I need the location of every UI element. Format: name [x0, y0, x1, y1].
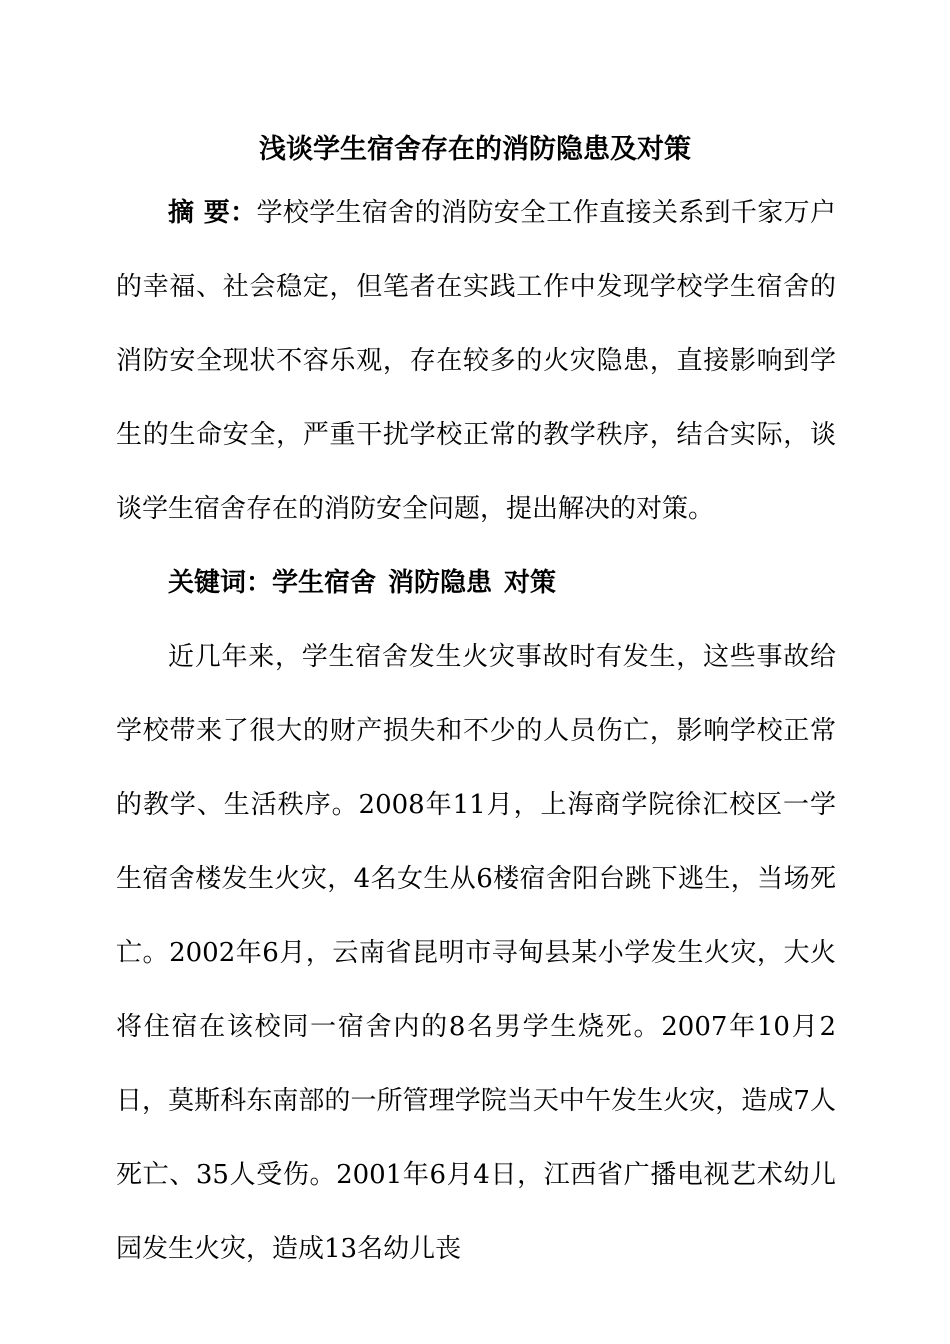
abstract-paragraph	[116, 176, 836, 546]
keyword-term: 消防隐患	[388, 568, 493, 598]
abstract-text: 学校学生宿舍的消防安全工作直接关系到千家万户的幸福、社会稳定，但笔者在实践工作中发现学校学生宿舍的消防安全现状不容乐观，存在较多的火灾隐患，直接影响到学生的生命安全，严重干扰学校正常的教学秩序，结合实际，谈谈学生宿舍存在的消防安全问题，提出解决的对策。	[116, 198, 836, 524]
keyword-term: 学生宿舍	[272, 568, 377, 598]
abstract-label: 摘 要：	[168, 198, 257, 228]
keyword-term: 对策	[504, 568, 557, 598]
document-title: 浅谈学生宿舍存在的消防隐患及对策	[259, 134, 691, 165]
body-paragraph: 近几年来，学生宿舍发生火灾事故时有发生，这些事故给学校带来了很大的财产损失和不少的人员伤亡，影响学校正常的教学、生活秩序。2008年11月，上海商学院徐汇校区一学生宿舍楼发生火灾，4名女生从6楼宿舍阳台跳下逃生，当场死亡。2002年6月，云南省昆明市寻甸县某小学发生火灾，大火将住宿在该校同一宿舍内的8名男学生烧死。2007年10月2日，莫斯科东南部的一所管理学院当天中午发生火灾，造成7人死亡、35人受伤。2001年6月4日，江西省广播电视艺术幼儿园发生火灾，造成13名幼儿丧	[116, 642, 836, 1264]
keywords-paragraph	[116, 546, 836, 620]
keywords-label: 关键词：	[168, 568, 273, 598]
